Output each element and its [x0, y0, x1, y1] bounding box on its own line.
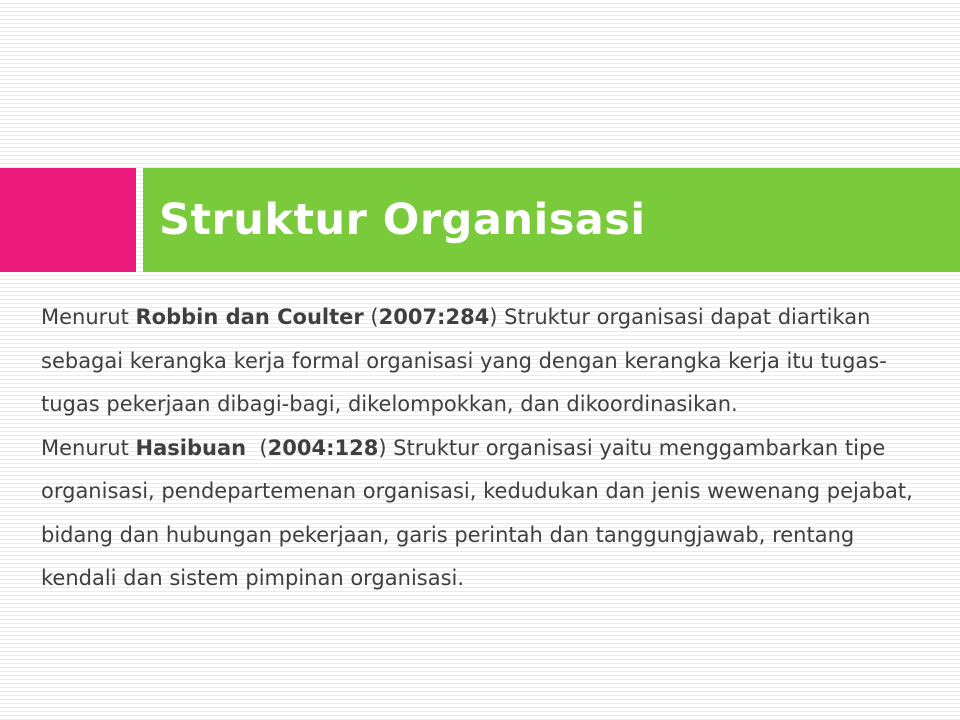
paragraph-robbin-coulter	[41, 296, 936, 427]
paragraph-prefix: Menurut	[41, 305, 136, 329]
slide-title: Struktur Organisasi	[159, 195, 646, 245]
paragraph-text: ) Struktur organisasi yaitu menggambarkan tipe organisasi, pendepartemenan organisasi, kedudukan dan jenis wewenang pejabat, bidang dan hubungan pekerjaan, garis perintah dan tanggungjawab, rentang kendali dan sistem pimpinan organisasi.	[41, 435, 913, 590]
author-name: Hasibuan	[135, 435, 247, 460]
citation: 2007:284	[378, 305, 490, 329]
citation: 2004:128	[267, 435, 379, 460]
title-bar	[143, 168, 960, 272]
paragraph-text: ) Struktur organisasi dapat diartikan sebagai kerangka kerja formal organisasi yang dengan kerangka kerja itu tugas-tugas pekerjaan dibagi-bagi, dikelompokkan, dan dikoordinasikan.	[41, 305, 887, 416]
paragraph-hasibuan	[41, 427, 936, 601]
paragraph-gap: (	[363, 305, 379, 329]
paragraph-prefix: Menurut	[41, 435, 136, 460]
paragraph-gap: (	[246, 435, 268, 460]
slide-body	[41, 296, 936, 601]
author-name: Robbin dan Coulter	[135, 305, 364, 329]
pink-accent-block	[0, 168, 136, 272]
